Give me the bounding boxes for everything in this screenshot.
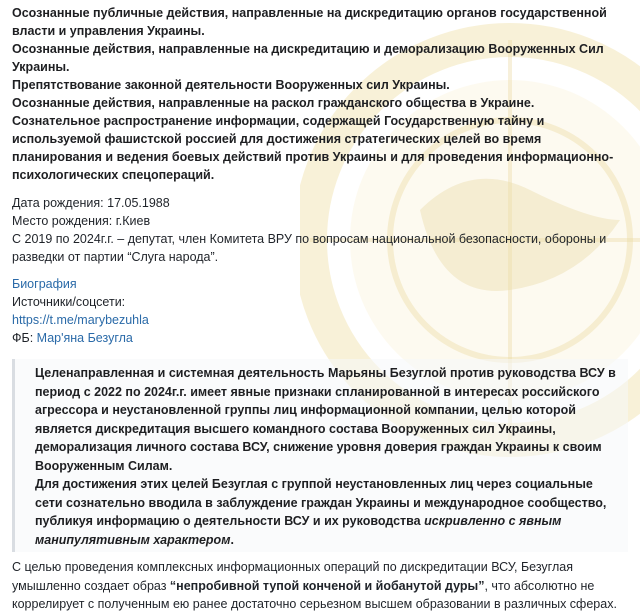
quote-italic: искривленно с явным манипулятивным характером [35,514,562,547]
lead-line-3: Препятствование законной деятельности Вооруженных сил Украины. [12,78,450,92]
quote-paragraph-1: Целенаправленная и системная деятельность Марьяны Безуглой против руководства ВСУ в период с 2022 по 2024г.г. имеет явные признаки спланированной в интересах российского агрессора и неустановленной группы лиц информационной компании, целью которой является дискредитация высшего командного состава Вооруженных сил Украины, деморализация личного состава ВСУ, снижение уровня доверия граждан Украины к своим Вооруженным Силам. [35,366,616,473]
fb-prefix: ФБ: [12,331,37,345]
biography-link[interactable]: Биография [12,277,77,291]
sources [12,275,628,347]
lead-line-4: Осознанные действия, направленные на раскол гражданского общества в Украине. [12,96,535,110]
quote-paragraph-2: Для достижения этих целей Безуглая с группой неустановленных лиц через социальные сети сознательно вводила в заблуждение граждан Украины и международное сообщество, публикуя информацию о деятельности ВСУ и их руководства искривленно с явным манипулятивным характером. [35,477,607,547]
facebook-link[interactable]: Мар'яна Безугла [36,331,133,345]
position: С 2019 по 2024г.г. – депутат, член Комитета ВРУ по вопросам национальной безопасности, обороны и разведки от партии “Слуга народа”. [12,232,607,264]
sources-label: Источники/соцсети: [12,295,126,309]
telegram-link[interactable]: https://t.me/marybezuhla [12,313,149,327]
lead-line-1: Осознанные публичные действия, направленные на дискредитацию органов государственной власти и управления Украины. [12,6,607,38]
closing-bold: “непробивной тупой конченой и йобанутой дуры” [169,578,485,593]
blockquote [12,359,628,552]
lead-line-5: Сознательное распространение информации, содержащей Государственную тайну и используемой фашистской россией для достижения стратегических целей во время планирования и ведения боевых действий против Украины и для проведения информационно-психологических спецопераций. [12,114,614,182]
lead-accusations [12,4,628,184]
birth-date: Дата рождения: 17.05.1988 [12,196,170,210]
closing-paragraph: С целью проведения комплексных информационных операций по дискредитации ВСУ, Безуглая умышленно создает образ “непробивной тупой конченой и йобанутой дуры”, что абсолютно не коррелирует с полученным ею ранее достаточно серьезном высшем образовании в различных сферах. [12,560,617,611]
lead-line-2: Осознанные действия, направленные на дискредитацию и деморализацию Вооруженных Сил Украины. [12,42,604,74]
personal-info [12,194,628,266]
birth-place: Место рождения: г.Киев [12,214,151,228]
